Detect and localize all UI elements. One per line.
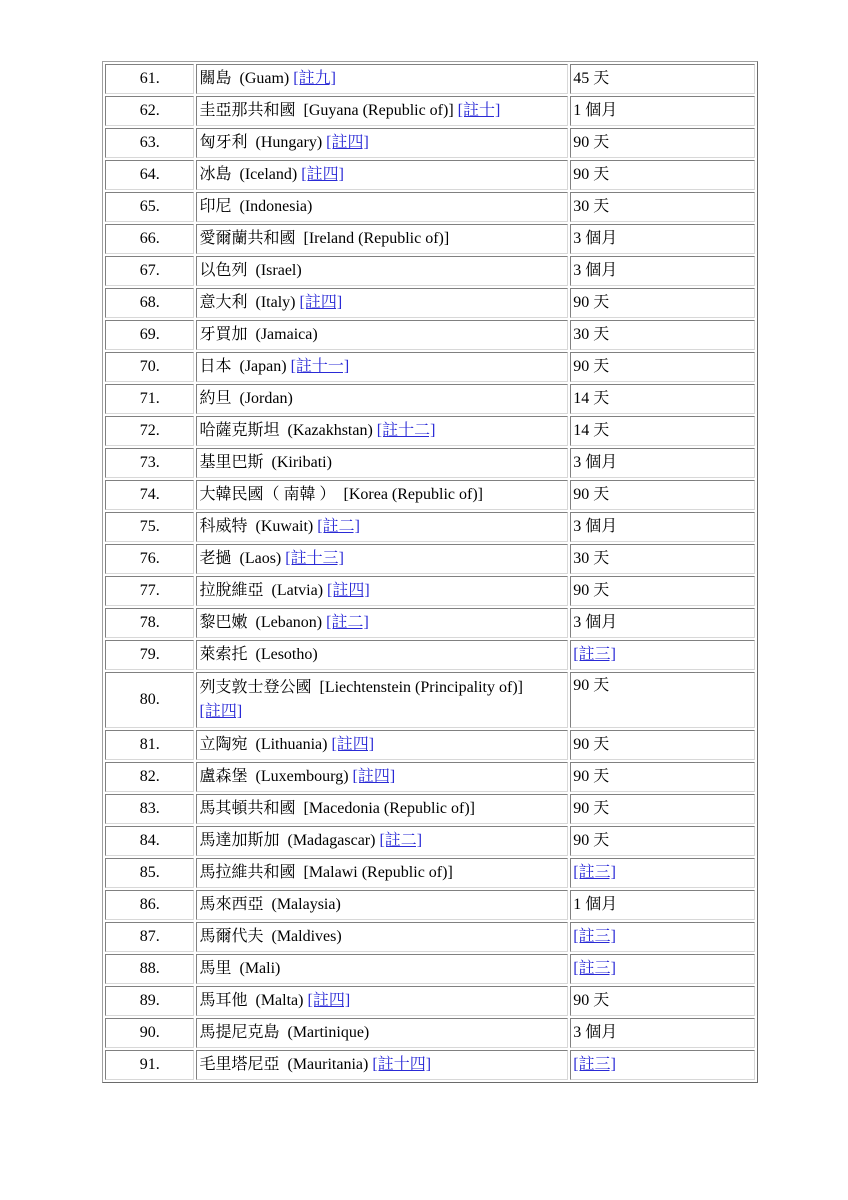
stay-duration-cell — [570, 416, 755, 446]
stay-duration-cell — [570, 480, 755, 510]
row-number: 81. — [105, 730, 194, 760]
stay-duration-cell — [570, 352, 755, 382]
country-cell — [196, 954, 568, 984]
footnote-link[interactable]: [註二] — [326, 614, 369, 631]
country-cell — [196, 448, 568, 478]
stay-duration-cell — [570, 954, 755, 984]
country-name-chinese: 約旦 — [199, 390, 232, 407]
country-name-english: (Lithuania) — [255, 736, 328, 753]
footnote-link[interactable]: [註四] — [331, 736, 375, 753]
country-name-chinese: 列支敦士登公國 — [199, 679, 312, 696]
table-row — [105, 576, 755, 606]
row-number: 71. — [105, 384, 194, 414]
footnote-link[interactable]: [註四] — [301, 166, 344, 183]
country-cell — [196, 640, 568, 670]
table-row — [105, 448, 755, 478]
stay-duration: 3 個月 — [573, 1024, 618, 1041]
country-name-chinese: 老撾 — [199, 550, 232, 567]
row-number: 83. — [105, 794, 194, 824]
stay-duration-cell — [570, 672, 755, 728]
stay-duration: 3 個月 — [573, 614, 618, 631]
country-cell — [196, 480, 568, 510]
row-number: 87. — [105, 922, 194, 952]
stay-duration-cell — [570, 384, 755, 414]
country-cell — [196, 762, 568, 792]
stay-duration: 90 天 — [573, 992, 610, 1009]
country-cell — [196, 384, 568, 414]
country-name-english: (Luxembourg) — [255, 768, 349, 785]
country-name-chinese: 馬拉維共和國 — [199, 864, 296, 881]
country-name-chinese: 馬達加斯加 — [199, 832, 280, 849]
country-name-english: (Indonesia) — [239, 198, 313, 215]
country-name-english: (Hungary) — [255, 134, 323, 151]
stay-footnote-link[interactable]: [註三] — [573, 928, 616, 945]
table-row — [105, 544, 755, 574]
footnote-link[interactable]: [註四] — [199, 703, 243, 720]
country-name-chinese: 愛爾蘭共和國 — [199, 230, 296, 247]
country-cell — [196, 922, 568, 952]
footnote-link[interactable]: [註十一] — [290, 358, 350, 375]
country-cell — [196, 1018, 568, 1048]
country-cell — [196, 96, 568, 126]
country-name-chinese: 盧森堡 — [199, 768, 248, 785]
country-name-chinese: 日本 — [199, 358, 232, 375]
stay-duration-cell — [570, 858, 755, 888]
country-name-english: (Mauritania) — [287, 1056, 369, 1073]
country-name-chinese: 圭亞那共和國 — [199, 102, 296, 119]
country-cell — [196, 64, 568, 94]
table-row — [105, 160, 755, 190]
stay-duration-cell — [570, 794, 755, 824]
stay-duration: 3 個月 — [573, 454, 618, 471]
table-row — [105, 384, 755, 414]
table-row — [105, 224, 755, 254]
table-row — [105, 730, 755, 760]
table-row — [105, 96, 755, 126]
stay-footnote-link[interactable]: [註三] — [573, 864, 616, 881]
row-number: 74. — [105, 480, 194, 510]
row-number: 89. — [105, 986, 194, 1016]
country-name-english: (Iceland) — [239, 166, 298, 183]
stay-duration-cell — [570, 640, 755, 670]
row-number: 67. — [105, 256, 194, 286]
stay-duration: 90 天 — [573, 582, 610, 599]
country-cell — [196, 794, 568, 824]
country-name-chinese: 大韓民國（ 南韓 ） — [199, 486, 336, 503]
country-name-english: (Malta) — [255, 992, 304, 1009]
row-number: 77. — [105, 576, 194, 606]
country-name-english: (Guam) — [239, 70, 290, 87]
country-name-english: (Madagascar) — [287, 832, 376, 849]
stay-duration: 90 天 — [573, 166, 610, 183]
row-number: 88. — [105, 954, 194, 984]
stay-duration: 1 個月 — [573, 102, 618, 119]
table-row — [105, 416, 755, 446]
table-row — [105, 858, 755, 888]
stay-duration-cell — [570, 826, 755, 856]
row-number: 73. — [105, 448, 194, 478]
country-name-english: (Jamaica) — [255, 326, 318, 343]
footnote-link[interactable]: [註十二] — [376, 422, 436, 439]
table-row — [105, 512, 755, 542]
country-cell — [196, 352, 568, 382]
stay-duration-cell — [570, 922, 755, 952]
country-name-chinese: 以色列 — [199, 262, 248, 279]
row-number: 78. — [105, 608, 194, 638]
stay-duration-cell — [570, 986, 755, 1016]
country-cell — [196, 544, 568, 574]
country-name-english: (Israel) — [255, 262, 302, 279]
stay-duration: 30 天 — [573, 550, 610, 567]
row-number: 63. — [105, 128, 194, 158]
country-cell — [196, 1050, 568, 1080]
stay-duration-cell — [570, 160, 755, 190]
stay-duration: 30 天 — [573, 326, 610, 343]
country-name-english: [Malawi (Republic of)] — [303, 864, 453, 881]
table-row — [105, 256, 755, 286]
table-row — [105, 480, 755, 510]
row-number: 62. — [105, 96, 194, 126]
stay-duration: 3 個月 — [573, 230, 618, 247]
country-name-english: (Lesotho) — [255, 646, 318, 663]
country-name-english: (Kazakhstan) — [287, 422, 373, 439]
row-number: 79. — [105, 640, 194, 670]
country-name-chinese: 基里巴斯 — [199, 454, 264, 471]
stay-duration: 14 天 — [573, 390, 610, 407]
country-name-chinese: 科威特 — [199, 518, 248, 535]
country-name-english: (Laos) — [239, 550, 282, 567]
stay-duration: 90 天 — [573, 486, 610, 503]
country-name-chinese: 馬來西亞 — [199, 896, 264, 913]
country-cell — [196, 320, 568, 350]
stay-duration-cell — [570, 288, 755, 318]
country-name-english: (Martinique) — [287, 1024, 370, 1041]
country-cell — [196, 576, 568, 606]
table-row — [105, 352, 755, 382]
stay-duration: 90 天 — [573, 832, 610, 849]
table-row — [105, 1018, 755, 1048]
row-number: 85. — [105, 858, 194, 888]
stay-duration-cell — [570, 576, 755, 606]
stay-duration-cell — [570, 64, 755, 94]
table-row — [105, 986, 755, 1016]
stay-duration-cell — [570, 1018, 755, 1048]
footnote-link[interactable]: [註九] — [293, 70, 336, 87]
country-cell — [196, 224, 568, 254]
row-number: 84. — [105, 826, 194, 856]
country-cell — [196, 288, 568, 318]
stay-duration: 90 天 — [573, 800, 610, 817]
stay-footnote-link[interactable]: [註三] — [573, 646, 616, 663]
footnote-link[interactable]: [註四] — [327, 582, 370, 599]
country-name-chinese: 馬爾代夫 — [199, 928, 264, 945]
stay-duration-cell — [570, 320, 755, 350]
table-row — [105, 288, 755, 318]
footnote-link[interactable]: [註十四] — [372, 1056, 432, 1073]
stay-duration: 90 天 — [573, 294, 610, 311]
stay-duration: 90 天 — [573, 736, 610, 753]
row-number: 90. — [105, 1018, 194, 1048]
country-name-chinese: 立陶宛 — [199, 736, 248, 753]
country-cell — [196, 986, 568, 1016]
footnote-link[interactable]: [註四] — [307, 992, 351, 1009]
country-name-english: [Guyana (Republic of)] — [303, 102, 454, 119]
stay-duration-cell — [570, 448, 755, 478]
row-number: 72. — [105, 416, 194, 446]
row-number: 82. — [105, 762, 194, 792]
country-name-chinese: 黎巴嫩 — [199, 614, 248, 631]
row-number: 64. — [105, 160, 194, 190]
stay-duration: 1 個月 — [573, 896, 618, 913]
country-name-english: (Lebanon) — [255, 614, 323, 631]
country-name-english: (Maldives) — [271, 928, 342, 945]
country-name-english: (Mali) — [239, 960, 281, 977]
footnote-link[interactable]: [註十] — [457, 102, 501, 119]
table-row — [105, 128, 755, 158]
row-number: 66. — [105, 224, 194, 254]
visa-free-countries-table — [102, 61, 758, 1083]
row-number: 80. — [105, 672, 194, 728]
country-cell — [196, 128, 568, 158]
stay-duration: 45 天 — [573, 70, 610, 87]
row-number: 75. — [105, 512, 194, 542]
country-cell — [196, 858, 568, 888]
country-name-chinese: 馬提尼克島 — [199, 1024, 280, 1041]
country-name-english: (Kuwait) — [255, 518, 314, 535]
stay-duration-cell — [570, 608, 755, 638]
footnote-link[interactable]: [註四] — [352, 768, 396, 785]
table-row — [105, 640, 755, 670]
table-row — [105, 608, 755, 638]
country-cell — [196, 608, 568, 638]
stay-duration-cell — [570, 730, 755, 760]
country-name-chinese: 冰島 — [199, 166, 232, 183]
table-row — [105, 954, 755, 984]
country-name-chinese: 拉脫維亞 — [199, 582, 264, 599]
row-number: 61. — [105, 64, 194, 94]
country-cell — [196, 192, 568, 222]
stay-duration-cell — [570, 224, 755, 254]
row-number: 68. — [105, 288, 194, 318]
table-row — [105, 794, 755, 824]
row-number: 65. — [105, 192, 194, 222]
table-row — [105, 826, 755, 856]
row-number: 70. — [105, 352, 194, 382]
country-name-chinese: 馬里 — [199, 960, 232, 977]
country-cell — [196, 512, 568, 542]
country-name-english: (Malaysia) — [271, 896, 341, 913]
stay-duration: 90 天 — [573, 677, 610, 694]
country-name-chinese: 印尼 — [199, 198, 232, 215]
country-name-chinese: 匈牙利 — [199, 134, 248, 151]
table-row — [105, 320, 755, 350]
country-name-english: [Korea (Republic of)] — [343, 486, 483, 503]
country-cell — [196, 256, 568, 286]
country-name-chinese: 萊索托 — [199, 646, 248, 663]
footnote-link[interactable]: [註四] — [326, 134, 369, 151]
country-name-chinese: 關島 — [199, 70, 232, 87]
stay-footnote-link[interactable]: [註三] — [573, 960, 616, 977]
footnote-link[interactable]: [註十三] — [285, 550, 344, 567]
stay-duration: 30 天 — [573, 198, 610, 215]
table-row — [105, 1050, 755, 1080]
country-cell — [196, 826, 568, 856]
country-name-english: (Italy) — [255, 294, 296, 311]
row-number: 76. — [105, 544, 194, 574]
stay-duration-cell — [570, 256, 755, 286]
table-body — [105, 64, 755, 1080]
table-row — [105, 922, 755, 952]
table-row — [105, 890, 755, 920]
stay-duration: 90 天 — [573, 358, 610, 375]
table-row — [105, 192, 755, 222]
country-name-english: (Latvia) — [271, 582, 324, 599]
stay-duration-cell — [570, 96, 755, 126]
country-name-chinese: 毛里塔尼亞 — [199, 1056, 280, 1073]
stay-duration: 90 天 — [573, 134, 610, 151]
stay-duration-cell — [570, 544, 755, 574]
stay-duration-cell — [570, 1050, 755, 1080]
country-cell — [196, 672, 568, 728]
stay-duration: 90 天 — [573, 768, 610, 785]
table-row — [105, 762, 755, 792]
country-name-english: [Liechtenstein (Principality of)] — [319, 679, 523, 696]
stay-duration: 3 個月 — [573, 518, 618, 535]
country-cell — [196, 416, 568, 446]
country-name-chinese: 牙買加 — [199, 326, 248, 343]
table-row — [105, 672, 755, 728]
country-name-chinese: 哈薩克斯坦 — [199, 422, 280, 439]
stay-duration-cell — [570, 762, 755, 792]
stay-duration-cell — [570, 512, 755, 542]
country-name-chinese: 馬其頓共和國 — [199, 800, 296, 817]
row-number: 86. — [105, 890, 194, 920]
footnote-link[interactable]: [註四] — [299, 294, 343, 311]
country-name-english: (Japan) — [239, 358, 287, 375]
stay-duration-cell — [570, 890, 755, 920]
row-number: 91. — [105, 1050, 194, 1080]
stay-duration-cell — [570, 192, 755, 222]
country-name-english: [Macedonia (Republic of)] — [303, 800, 475, 817]
country-name-english: (Kiribati) — [271, 454, 332, 471]
country-name-english: [Ireland (Republic of)] — [303, 230, 450, 247]
stay-duration: 14 天 — [573, 422, 610, 439]
country-name-chinese: 意大利 — [199, 294, 248, 311]
table-row — [105, 64, 755, 94]
country-cell — [196, 160, 568, 190]
row-number: 69. — [105, 320, 194, 350]
country-name-english: (Jordan) — [239, 390, 293, 407]
footnote-link[interactable]: [註二] — [379, 832, 423, 849]
country-cell — [196, 730, 568, 760]
country-name-chinese: 馬耳他 — [199, 992, 248, 1009]
stay-footnote-link[interactable]: [註三] — [573, 1056, 616, 1073]
stay-duration: 3 個月 — [573, 262, 618, 279]
stay-duration-cell — [570, 128, 755, 158]
country-cell — [196, 890, 568, 920]
footnote-link[interactable]: [註二] — [317, 518, 360, 535]
